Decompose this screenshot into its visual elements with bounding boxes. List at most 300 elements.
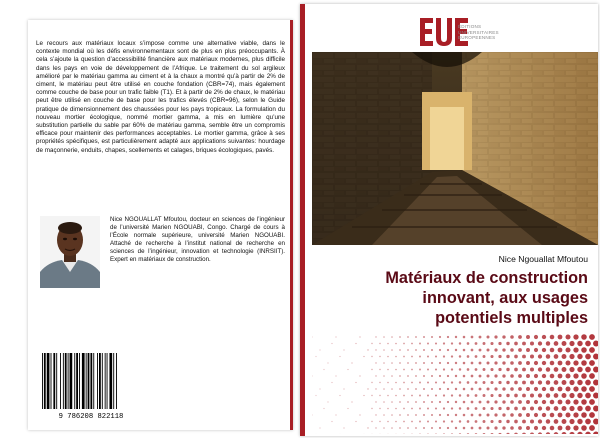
- decorative-dot: [371, 369, 372, 370]
- decorative-dot: [558, 400, 563, 405]
- decorative-dot: [323, 408, 324, 409]
- decorative-dot: [411, 356, 413, 358]
- decorative-dot: [363, 356, 364, 357]
- decorative-dot: [550, 348, 555, 353]
- decorative-dot: [419, 356, 421, 358]
- decorative-dot: [483, 368, 486, 371]
- decorative-dot: [538, 406, 542, 410]
- decorative-dot: [593, 354, 598, 360]
- decorative-dot: [479, 349, 482, 352]
- decorative-dot: [427, 395, 429, 397]
- decorative-dot: [463, 388, 466, 391]
- decorative-dot: [506, 342, 509, 345]
- decorative-dot: [530, 393, 534, 397]
- decorative-dot: [518, 374, 522, 378]
- decorative-dot: [514, 433, 518, 434]
- title-line-3: potentiels multiples: [435, 308, 588, 327]
- decorative-dot: [391, 427, 393, 429]
- decorative-dot: [483, 420, 486, 423]
- isbn-digits: 9 786208 822118: [58, 413, 124, 421]
- decorative-dot: [494, 426, 497, 429]
- decorative-dot: [399, 362, 401, 364]
- decorative-dot: [479, 388, 482, 391]
- decorative-dot: [447, 336, 449, 338]
- decorative-dot: [498, 433, 501, 434]
- decorative-dot: [475, 381, 478, 384]
- decorative-dot: [435, 433, 437, 434]
- decorative-dot: [351, 401, 352, 402]
- decorative-dot: [569, 380, 574, 385]
- barcode-bar: [76, 353, 78, 409]
- decorative-dot: [522, 394, 526, 398]
- decorative-dot: [467, 420, 470, 423]
- decorative-dot: [431, 401, 433, 403]
- decorative-dot: [455, 401, 457, 403]
- back-cover-edge: [290, 20, 293, 430]
- decorative-dot: [415, 388, 417, 390]
- decorative-dot: [573, 334, 578, 339]
- decorative-dot: [542, 348, 546, 352]
- decorative-dot: [395, 421, 397, 423]
- decorative-dot: [312, 336, 313, 337]
- decorative-dot: [569, 393, 574, 398]
- decorative-dot: [451, 355, 453, 357]
- decorative-dot: [562, 393, 567, 398]
- decorative-dot: [327, 362, 328, 363]
- decorative-dot: [526, 400, 530, 404]
- publisher-line-1: ÉDITIONS: [458, 24, 482, 29]
- decorative-dot: [479, 414, 482, 417]
- decorative-dot: [359, 375, 360, 376]
- decorative-dot: [403, 395, 405, 397]
- decorative-dot: [387, 356, 389, 358]
- decorative-dot: [593, 380, 598, 386]
- decorative-dot: [407, 427, 409, 429]
- decorative-dot: [443, 368, 445, 370]
- decorative-dot: [522, 368, 526, 372]
- decorative-dot: [546, 341, 550, 345]
- decorative-dot: [593, 367, 598, 373]
- decorative-dot: [494, 348, 497, 351]
- barcode-bar: [60, 353, 61, 409]
- decorative-dot: [403, 382, 405, 384]
- decorative-dot: [367, 349, 368, 350]
- decorative-dot: [498, 381, 501, 384]
- decorative-dot: [506, 381, 509, 384]
- decorative-dot: [589, 386, 595, 392]
- decorative-dot: [546, 354, 550, 358]
- decorative-dot: [490, 420, 493, 423]
- decorative-dot: [585, 432, 591, 434]
- decorative-dot: [371, 356, 372, 357]
- decorative-dot: [427, 343, 429, 345]
- decorative-dot: [581, 425, 587, 431]
- decorative-dot: [387, 343, 389, 345]
- decorative-dot: [534, 387, 538, 391]
- decorative-dot: [419, 369, 421, 371]
- decorative-dot: [530, 354, 534, 358]
- barcode-bar: [68, 353, 69, 409]
- decorative-dot: [443, 433, 445, 434]
- decorative-dot: [534, 400, 538, 404]
- decorative-dot: [577, 380, 582, 385]
- decorative-dot: [431, 375, 433, 377]
- decorative-dot: [581, 334, 587, 340]
- decorative-dot: [565, 334, 570, 339]
- decorative-dot: [435, 420, 437, 422]
- decorative-dot: [479, 427, 482, 430]
- decorative-dot: [486, 400, 489, 403]
- decorative-dot: [573, 425, 578, 430]
- decorative-dot: [335, 375, 336, 376]
- decorative-dot: [379, 421, 380, 422]
- decorative-dot: [455, 362, 457, 364]
- decorative-dot: [589, 399, 595, 405]
- decorative-dot: [399, 375, 401, 377]
- decorative-dot: [399, 388, 401, 390]
- decorative-dot: [593, 393, 598, 399]
- decorative-dot: [319, 349, 320, 350]
- decorative-dot: [439, 414, 441, 416]
- decorative-dot: [407, 414, 409, 416]
- author-portrait: [40, 216, 100, 288]
- decorative-dot: [423, 349, 425, 351]
- decorative-dot: [486, 374, 489, 377]
- decorative-dot: [455, 427, 457, 429]
- decorative-dot: [383, 401, 385, 403]
- decorative-dot: [419, 343, 421, 345]
- decorative-dot: [435, 407, 437, 409]
- decorative-dot: [459, 381, 461, 383]
- decorative-dot: [475, 407, 478, 410]
- decorative-dot: [411, 369, 413, 371]
- decorative-dot: [459, 407, 461, 409]
- decorative-dot: [467, 394, 470, 397]
- decorative-dot: [315, 395, 316, 396]
- decorative-dot: [510, 426, 514, 430]
- decorative-dot: [565, 386, 570, 391]
- decorative-dot: [498, 368, 501, 371]
- decorative-dot: [379, 356, 380, 357]
- decorative-dot: [475, 368, 478, 371]
- decorative-dot: [467, 433, 470, 434]
- barcode-bar: [86, 353, 87, 409]
- decorative-dot: [439, 388, 441, 390]
- decorative-dot: [407, 375, 409, 377]
- decorative-dot: [439, 375, 441, 377]
- decorative-dot: [455, 388, 457, 390]
- decorative-dot: [383, 349, 385, 351]
- decorative-dot: [379, 408, 380, 409]
- decorative-dot: [403, 343, 405, 345]
- barcode-bar: [93, 353, 94, 409]
- front-cover: [300, 4, 598, 436]
- decorative-dot: [518, 387, 522, 391]
- decorative-dot: [407, 362, 409, 364]
- decorative-dot: [562, 354, 567, 359]
- decorative-dot: [471, 375, 474, 378]
- front-author-name: Nice Ngouallat Mfoutou: [498, 254, 588, 264]
- decorative-dot: [403, 408, 405, 410]
- decorative-dot: [506, 433, 509, 434]
- decorative-dot: [415, 336, 417, 338]
- decorative-dot: [383, 336, 385, 338]
- decorative-dot: [415, 401, 417, 403]
- decorative-dot: [431, 349, 433, 351]
- decorative-dot: [407, 336, 409, 338]
- decorative-dot: [451, 381, 453, 383]
- decorative-dot: [589, 360, 595, 366]
- decorative-dot: [585, 354, 591, 360]
- decorative-dot: [585, 380, 591, 386]
- decorative-dot-pattern: [312, 334, 598, 434]
- decorative-dot: [542, 335, 546, 339]
- decorative-dot: [455, 375, 457, 377]
- barcode-bar: [47, 353, 50, 409]
- decorative-dot: [375, 336, 376, 337]
- decorative-dot: [550, 400, 555, 405]
- decorative-dot: [538, 380, 542, 384]
- barcode-bar: [51, 353, 52, 409]
- decorative-dot: [510, 335, 514, 339]
- decorative-dot: [391, 414, 393, 416]
- decorative-dot: [423, 414, 425, 416]
- decorative-dot: [403, 369, 405, 371]
- decorative-dot: [542, 426, 546, 430]
- decorative-dot: [573, 386, 578, 391]
- decorative-dot: [585, 341, 591, 347]
- decorative-dot: [514, 381, 518, 385]
- decorative-dot: [534, 348, 538, 352]
- decorative-dot: [395, 382, 397, 384]
- decorative-dot: [463, 414, 466, 417]
- barcode-bar: [79, 353, 80, 409]
- decorative-dot: [526, 348, 530, 352]
- decorative-dot: [538, 419, 542, 423]
- decorative-dot: [351, 362, 352, 363]
- decorative-dot: [391, 375, 393, 377]
- decorative-dot: [554, 393, 559, 398]
- decorative-dot: [415, 414, 417, 416]
- decorative-dot: [383, 427, 385, 429]
- decorative-dot: [451, 342, 453, 344]
- publisher-line-2: UNIVERSITAIRES: [458, 29, 499, 35]
- barcode-bar: [74, 353, 75, 409]
- decorative-dot: [486, 361, 489, 364]
- barcode-bar: [42, 353, 43, 409]
- decorative-dot: [542, 387, 546, 391]
- decorative-dot: [371, 408, 372, 409]
- decorative-dot: [475, 394, 478, 397]
- decorative-dot: [554, 380, 559, 385]
- decorative-dot: [565, 373, 570, 378]
- decorative-dot: [546, 393, 550, 397]
- decorative-dot: [562, 432, 567, 434]
- decorative-dot: [363, 395, 364, 396]
- decorative-dot: [530, 419, 534, 423]
- barcode-bar: [90, 353, 92, 409]
- decorative-dot: [526, 387, 530, 391]
- decorative-dot: [403, 356, 405, 358]
- decorative-dot: [323, 369, 324, 370]
- decorative-dot: [490, 394, 493, 397]
- decorative-dot: [518, 426, 522, 430]
- decorative-dot: [565, 347, 570, 352]
- decorative-dot: [403, 421, 405, 423]
- decorative-dot: [423, 336, 425, 338]
- decorative-dot: [534, 335, 538, 339]
- decorative-dot: [538, 354, 542, 358]
- decorative-dot: [573, 360, 578, 365]
- decorative-dot: [577, 419, 582, 424]
- decorative-dot: [554, 406, 559, 411]
- decorative-dot: [447, 414, 449, 416]
- decorative-dot: [391, 362, 393, 364]
- decorative-dot: [327, 401, 328, 402]
- decorative-dot: [383, 375, 385, 377]
- decorative-dot: [550, 387, 555, 392]
- decorative-dot: [581, 386, 587, 392]
- decorative-dot: [565, 425, 570, 430]
- decorative-dot: [399, 414, 401, 416]
- decorative-dot: [490, 381, 493, 384]
- decorative-dot: [375, 375, 376, 376]
- decorative-dot: [589, 347, 595, 353]
- decorative-dot: [355, 382, 356, 383]
- decorative-dot: [494, 387, 497, 390]
- decorative-dot: [447, 375, 449, 377]
- decorative-dot: [562, 341, 567, 346]
- decorative-dot: [379, 382, 380, 383]
- decorative-dot: [479, 375, 482, 378]
- decorative-dot: [589, 334, 595, 340]
- decorative-dot: [467, 368, 470, 371]
- decorative-dot: [331, 382, 332, 383]
- barcode-bar: [88, 353, 90, 409]
- decorative-dot: [371, 343, 372, 344]
- decorative-dot: [343, 349, 344, 350]
- publisher-line-3: EUROPEENNES: [458, 35, 496, 41]
- decorative-dot: [506, 394, 509, 397]
- decorative-dot: [494, 361, 497, 364]
- decorative-dot: [411, 421, 413, 423]
- decorative-dot: [443, 381, 445, 383]
- decorative-dot: [577, 432, 582, 434]
- decorative-dot: [498, 342, 501, 345]
- decorative-dot: [447, 401, 449, 403]
- barcode-bar: [109, 353, 112, 409]
- decorative-dot: [562, 419, 567, 424]
- decorative-dot: [451, 394, 453, 396]
- decorative-dot: [471, 362, 474, 365]
- decorative-dot: [399, 427, 401, 429]
- decorative-dot: [550, 426, 555, 431]
- decorative-dot: [451, 420, 453, 422]
- decorative-dot: [506, 420, 509, 423]
- decorative-dot: [383, 414, 385, 416]
- decorative-dot: [577, 341, 582, 346]
- decorative-dot: [427, 382, 429, 384]
- decorative-dot: [407, 388, 409, 390]
- decorative-dot: [486, 426, 489, 429]
- decorative-dot: [407, 349, 409, 351]
- decorative-dot: [502, 387, 505, 390]
- decorative-dot: [593, 406, 598, 412]
- decorative-dot: [451, 433, 453, 434]
- decorative-dot: [411, 408, 413, 410]
- decorative-dot: [455, 414, 457, 416]
- decorative-dot: [506, 355, 509, 358]
- decorative-dot: [471, 349, 474, 352]
- decorative-dot: [569, 354, 574, 359]
- decorative-dot: [423, 401, 425, 403]
- decorative-dot: [387, 382, 389, 384]
- decorative-dot: [427, 421, 429, 423]
- decorative-dot: [431, 427, 433, 429]
- decorative-dot: [558, 374, 563, 379]
- decorative-dot: [387, 408, 389, 410]
- decorative-dot: [379, 369, 380, 370]
- decorative-dot: [427, 369, 429, 371]
- decorative-dot: [451, 368, 453, 370]
- decorative-dot: [423, 427, 425, 429]
- decorative-dot: [459, 355, 461, 357]
- book-title: [328, 269, 588, 328]
- author-bio: Nice NGOUALLAT Mfoutou, docteur en sciences de l’ingénieur de l’université Marien NGOUABI, Congo. Chargé de cours à l’École normale supérieure, université Marien NGOUABI. Attaché de recherche à l’institut national de recherche en sciences de l’ingénieur, innovation et technologie (INRSIIT). Expert en matériaux de construction.: [110, 216, 285, 264]
- decorative-dot: [427, 408, 429, 410]
- decorative-dot: [443, 355, 445, 357]
- decorative-dot: [569, 341, 574, 346]
- decorative-dot: [510, 387, 514, 391]
- decorative-dot: [375, 349, 376, 350]
- decorative-dot: [355, 421, 356, 422]
- decorative-dot: [585, 367, 591, 373]
- decorative-dot: [387, 369, 389, 371]
- decorative-dot: [471, 401, 474, 404]
- decorative-dot: [459, 420, 461, 422]
- decorative-dot: [546, 419, 550, 423]
- decorative-dot: [589, 425, 595, 431]
- decorative-dot: [439, 427, 441, 429]
- decorative-dot: [569, 406, 574, 411]
- decorative-dot: [391, 336, 393, 338]
- decorative-dot: [431, 414, 433, 416]
- decorative-dot: [463, 401, 466, 404]
- decorative-dot: [471, 414, 474, 417]
- decorative-dot: [467, 407, 470, 410]
- decorative-dot: [502, 361, 505, 364]
- decorative-dot: [577, 406, 582, 411]
- decorative-dot: [359, 336, 360, 337]
- decorative-dot: [542, 400, 546, 404]
- decorative-dot: [419, 408, 421, 410]
- isbn-barcode: [38, 351, 144, 421]
- decorative-dot: [459, 342, 461, 344]
- decorative-dot: [581, 373, 587, 379]
- decorative-dot: [522, 381, 526, 385]
- decorative-dot: [312, 414, 313, 415]
- decorative-dot: [423, 375, 425, 377]
- decorative-dot: [375, 401, 376, 402]
- decorative-dot: [427, 356, 429, 358]
- decorative-dot: [522, 342, 526, 346]
- decorative-dot: [455, 349, 457, 351]
- cover-spine: [300, 4, 305, 436]
- publisher-name: [458, 24, 499, 41]
- decorative-dot: [423, 362, 425, 364]
- decorative-dot: [577, 367, 582, 372]
- decorative-dot: [483, 433, 486, 434]
